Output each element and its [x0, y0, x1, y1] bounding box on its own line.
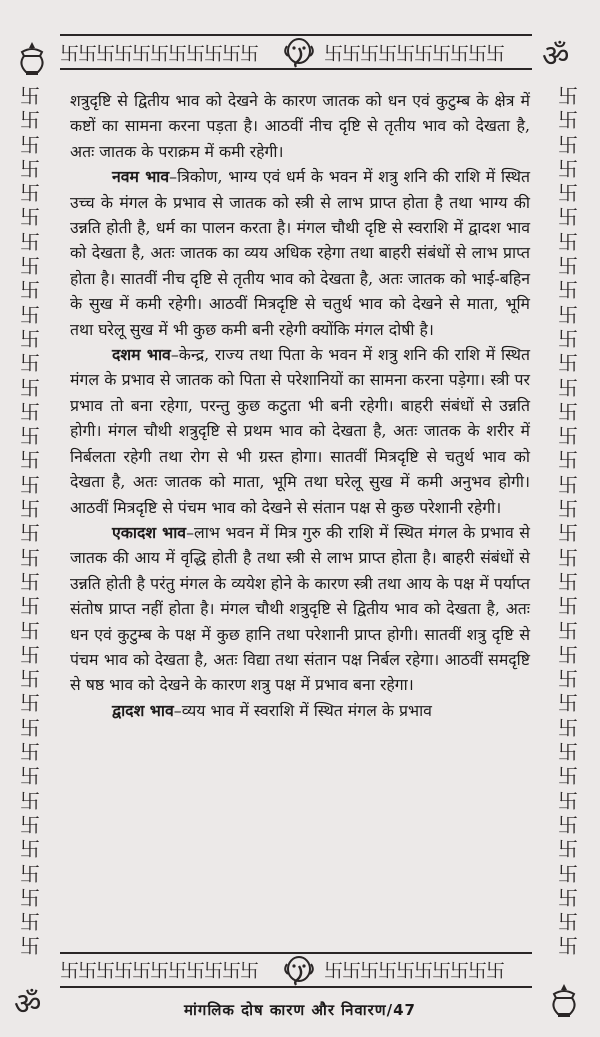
swastika-icon: 卐 — [558, 326, 578, 351]
bottom-swastika-border-left: 卐卐卐卐卐卐卐卐卐卐卐 — [60, 959, 259, 982]
heading-ninth-house: नवम भाव — [112, 167, 170, 187]
swastika-icon: 卐 — [558, 837, 578, 862]
swastika-icon: 卐 — [558, 351, 578, 376]
ganesha-icon — [282, 36, 316, 70]
swastika-icon: 卐 — [20, 375, 40, 400]
swastika-icon: 卐 — [20, 132, 40, 157]
swastika-icon: 卐 — [558, 375, 578, 400]
swastika-icon: 卐 — [20, 691, 40, 716]
swastika-icon: 卐 — [558, 132, 578, 157]
swastika-icon: 卐 — [558, 448, 578, 473]
paragraph-ninth-house: नवम भाव–त्रिकोण, भाग्य एवं धर्म के भवन में शत्रु शनि की राशि में स्थित उच्च के मंगल के प्रभाव से जातक को स्त्री से लाभ प्राप्त होता है तथा भाग्य की उन्नति होती है, धर्म का पालन करता है। मंगल चौथी दृष्टि से स्वराशि में द्वादश भाव को देखता है, अतः जातक का व्यय अधिक रहेगा तथा बाहरी संबंधों से लाभ प्राप्त होता है। सातवीं नीच दृष्टि से तृतीय भाव को देखता है, अतः जातक को भाई-बहिन के सुख में कमी रहेगी। आठवीं मित्रदृष्टि से चतुर्थ भाव को देखने से माता, भूमि तथा घरेलू सुख में भी कुछ कमी बनी रहेगी क्योंकि मंगल दोषी है। — [70, 167, 530, 339]
swastika-icon: 卐 — [558, 205, 578, 230]
swastika-icon: 卐 — [20, 156, 40, 181]
swastika-icon: 卐 — [20, 861, 40, 886]
swastika-icon: 卐 — [20, 351, 40, 376]
swastika-icon: 卐 — [558, 910, 578, 935]
swastika-icon: 卐 — [558, 545, 578, 570]
swastika-icon: 卐 — [20, 521, 40, 546]
swastika-icon: 卐 — [20, 497, 40, 522]
swastika-icon: 卐 — [558, 254, 578, 279]
swastika-icon: 卐 — [558, 764, 578, 789]
swastika-icon: 卐 — [558, 667, 578, 692]
paragraph-eleventh-house: एकादश भाव–लाभ भवन में मित्र गुरु की राशि में स्थित मंगल के प्रभाव से जातक की आय में वृद्धि होती है तथा स्त्री से लाभ प्राप्त होता है। बाहरी संबंधों से उन्नति होती है परंतु मंगल के व्ययेश होने के कारण स्त्री तथा आय के पक्ष में पर्याप्त संतोष प्राप्त नहीं होता है। मंगल चौथी शत्रुदृष्टि से द्वितीय भाव को देखता है, अतः धन एवं कुटुम्ब के पक्ष में कुछ हानि तथा परेशानी प्राप्त होगी। सातवीं शत्रु दृष्टि से पंचम भाव को देखता है, अतः विद्या तथा संतान पक्ष निर्बल रहेगा। आठवीं समदृष्टि से षष्ठ भाव को देखने के कारण शत्रु पक्ष में प्रभाव बना रहेगा। — [70, 522, 530, 695]
swastika-icon: 卐 — [20, 667, 40, 692]
swastika-icon: 卐 — [20, 254, 40, 279]
swastika-icon: 卐 — [20, 594, 40, 619]
page-body — [70, 88, 530, 723]
swastika-icon: 卐 — [20, 108, 40, 133]
swastika-icon: 卐 — [558, 156, 578, 181]
swastika-icon: 卐 — [558, 278, 578, 303]
swastika-icon: 卐 — [20, 618, 40, 643]
bottom-swastika-border-right: 卐卐卐卐卐卐卐卐卐卐 — [324, 959, 505, 982]
swastika-icon: 卐 — [20, 885, 40, 910]
paragraph-tenth-house: दशम भाव–केन्द्र, राज्य तथा पिता के भवन में शत्रु शनि की राशि में स्थित मंगल के प्रभाव से जातक को पिता से परेशानियों का सामना करना पड़ेगा। स्त्री पर प्रभाव तो बना रहेगा, परन्तु कुछ कटुता भी बनी रहेगी। बाहरी संबंधों से उन्नति होगी। मंगल चौथी शत्रुदृष्टि से प्रथम भाव को देखता है, अतः जातक के शरीर में निर्बलता रहेगी तथा रोग से भी ग्रस्त होगा। सातवीं मित्रदृष्टि से चतुर्थ भाव को देखता है, अतः जातक को माता, भूमि तथा घरेलू सुख में कमी अनुभव होगी। आठवीं मित्रदृष्टि से पंचम भाव को देखने से संतान पक्ष से कुछ परेशानी रहेगी। — [70, 345, 530, 517]
swastika-icon: 卐 — [558, 788, 578, 813]
swastika-icon: 卐 — [20, 934, 40, 959]
swastika-icon: 卐 — [558, 812, 578, 837]
swastika-icon: 卐 — [558, 424, 578, 449]
swastika-icon: 卐 — [558, 885, 578, 910]
swastika-icon: 卐 — [20, 302, 40, 327]
swastika-icon: 卐 — [558, 691, 578, 716]
om-icon-bottom-left: ॐ — [14, 987, 42, 1022]
swastika-icon: 卐 — [20, 205, 40, 230]
swastika-icon: 卐 — [20, 788, 40, 813]
swastika-icon: 卐 — [20, 569, 40, 594]
swastika-icon: 卐 — [558, 934, 578, 959]
swastika-icon: 卐 — [20, 812, 40, 837]
swastika-icon: 卐 — [20, 181, 40, 206]
swastika-icon: 卐 — [558, 569, 578, 594]
swastika-icon: 卐 — [558, 861, 578, 886]
swastika-icon: 卐 — [558, 84, 578, 108]
paragraph-twelfth-house: द्वादश भाव–व्यय भाव में स्वराशि में स्थित मंगल के प्रभाव — [112, 700, 432, 720]
heading-tenth-house: दशम भाव — [112, 345, 171, 365]
swastika-icon: 卐 — [20, 910, 40, 935]
swastika-icon: 卐 — [558, 618, 578, 643]
swastika-icon: 卐 — [20, 642, 40, 667]
swastika-icon: 卐 — [558, 642, 578, 667]
right-swastika-column — [548, 84, 588, 959]
heading-eleventh-house: एकादश भाव — [112, 522, 187, 542]
heading-twelfth-house: द्वादश भाव — [112, 700, 174, 720]
top-swastika-border-right: 卐卐卐卐卐卐卐卐卐卐 — [324, 42, 505, 65]
swastika-icon: 卐 — [558, 472, 578, 497]
swastika-icon: 卐 — [20, 278, 40, 303]
swastika-icon: 卐 — [558, 594, 578, 619]
swastika-icon: 卐 — [20, 448, 40, 473]
swastika-icon: 卐 — [20, 424, 40, 449]
swastika-icon: 卐 — [20, 715, 40, 740]
swastika-icon: 卐 — [558, 740, 578, 765]
left-swastika-column — [10, 84, 50, 959]
swastika-icon: 卐 — [558, 302, 578, 327]
swastika-icon: 卐 — [20, 326, 40, 351]
ganesha-icon-bottom — [282, 954, 316, 988]
swastika-icon: 卐 — [558, 715, 578, 740]
paragraph-continuation: शत्रुदृष्टि से द्वितीय भाव को देखने के कारण जातक को धन एवं कुटुम्ब के क्षेत्र में कष्टों का सामना करना पड़ता है। आठवीं नीच दृष्टि से तृतीय भाव को देखता है, अतः जातक के पराक्रम में कमी रहेगी। — [70, 91, 530, 161]
swastika-icon: 卐 — [558, 521, 578, 546]
kalash-icon-top-left — [14, 38, 50, 78]
top-swastika-border-left: 卐卐卐卐卐卐卐卐卐卐卐 — [60, 42, 259, 65]
swastika-icon: 卐 — [558, 108, 578, 133]
swastika-icon: 卐 — [558, 181, 578, 206]
swastika-icon: 卐 — [558, 399, 578, 424]
swastika-icon: 卐 — [20, 399, 40, 424]
swastika-icon: 卐 — [20, 472, 40, 497]
swastika-icon: 卐 — [20, 84, 40, 108]
page-footer: मांगलिक दोष कारण और निवारण/47 — [184, 1001, 416, 1019]
swastika-icon: 卐 — [558, 229, 578, 254]
swastika-icon: 卐 — [20, 545, 40, 570]
om-icon-top-right: ॐ — [542, 39, 570, 74]
swastika-icon: 卐 — [558, 497, 578, 522]
swastika-icon: 卐 — [20, 229, 40, 254]
swastika-icon: 卐 — [20, 764, 40, 789]
swastika-icon: 卐 — [20, 740, 40, 765]
swastika-icon: 卐 — [20, 837, 40, 862]
